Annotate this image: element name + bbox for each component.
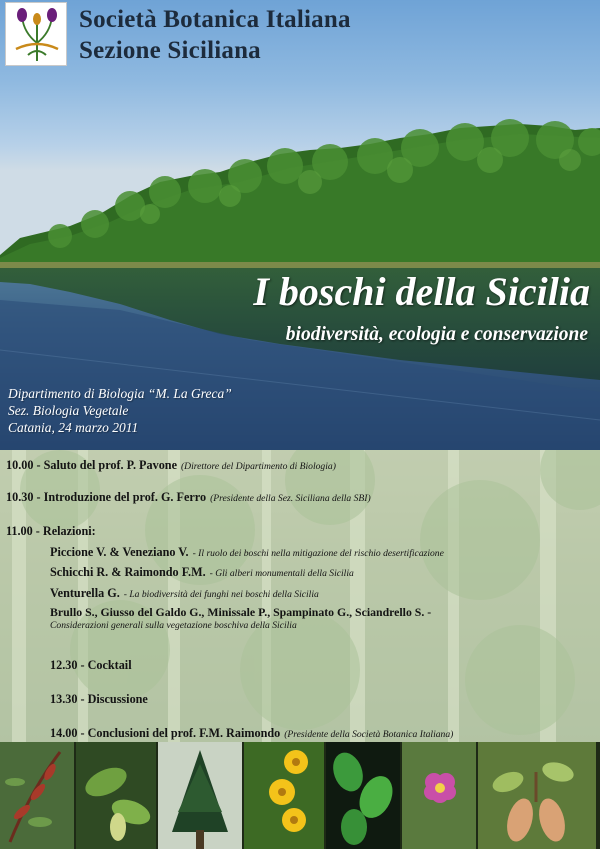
talk-title: - Il ruolo dei boschi nella mitigazione del rischio desertificazione [192,548,444,559]
talk-item [50,584,319,602]
programme-item-introduction [6,488,371,506]
talk-speakers: Piccione V. & Veneziano V. [50,545,189,559]
talk-speakers: Schicchi R. & Raimondo F.M. [50,565,206,579]
programme-item-note: (Direttore del Dipartimento di Biologia) [180,461,336,472]
programme-item-title: 13.30 - Discussione [50,692,148,706]
photo-yellow-flowers [244,742,324,849]
photo-pink-cistus [402,742,476,849]
programme-item-cocktail [50,656,132,674]
venue-section: Sez. Biologia Vegetale [8,403,129,418]
talk-title: - Gli alberi monumentali della Sicilia [209,568,354,579]
photo-beech-leaves [326,742,400,849]
programme-item-title: 10.30 - Introduzione del prof. G. Ferro [6,490,207,504]
event-title: I boschi della Sicilia [253,269,590,314]
programme-item-title: 12.30 - Cocktail [50,658,132,672]
programme-item-title: 14.00 - Conclusioni del prof. F.M. Raimondo [50,726,281,740]
programme-item-talks [6,522,96,540]
programme-item-discussion [50,690,148,708]
photo-hop-hornbeam [76,742,156,849]
photo-conifer-tree [158,742,242,849]
programme-item-conclusion [50,724,453,742]
photo-red-leaf-branch [0,742,74,849]
venue-date: Catania, 24 marzo 2011 [8,420,139,435]
programme-item-welcome [6,456,336,474]
programme-item-title: 10.00 - Saluto del prof. P. Pavone [6,458,177,472]
event-subtitle: biodiversità, ecologia e conservazione [285,324,588,345]
society-section: Sezione Siciliana [79,37,261,64]
talk-title: Considerazioni generali sulla vegetazione boschiva della Sicilia [50,620,297,631]
society-name: Società Botanica Italiana [79,6,351,33]
talk-item [50,543,444,561]
programme-item-note: (Presidente della Sez. Siciliana della SBI) [210,493,371,504]
programme-panel [0,450,600,742]
society-title [79,4,351,66]
programme-item-note: (Presidente della Società Botanica Italiana) [284,729,454,740]
venue-block [8,385,232,436]
talk-speakers: Brullo S., Giusso del Galdo G., Minissale P., Spampinato G., Sciandrello S. - [50,605,432,619]
talk-item [50,605,431,631]
programme-item-title: 11.00 - Relazioni: [6,524,96,538]
talk-item [50,563,354,581]
botanical-flowers-logo-icon [6,3,68,67]
plant-photo-strip [0,742,600,849]
photo-maple-samaras [478,742,596,849]
society-logo [5,2,67,66]
venue-department: Dipartimento di Biologia “M. La Greca” [8,386,232,401]
talk-title: - La biodiversità dei funghi nei boschi della Sicilia [123,589,319,600]
talk-speakers: Venturella G. [50,586,120,600]
